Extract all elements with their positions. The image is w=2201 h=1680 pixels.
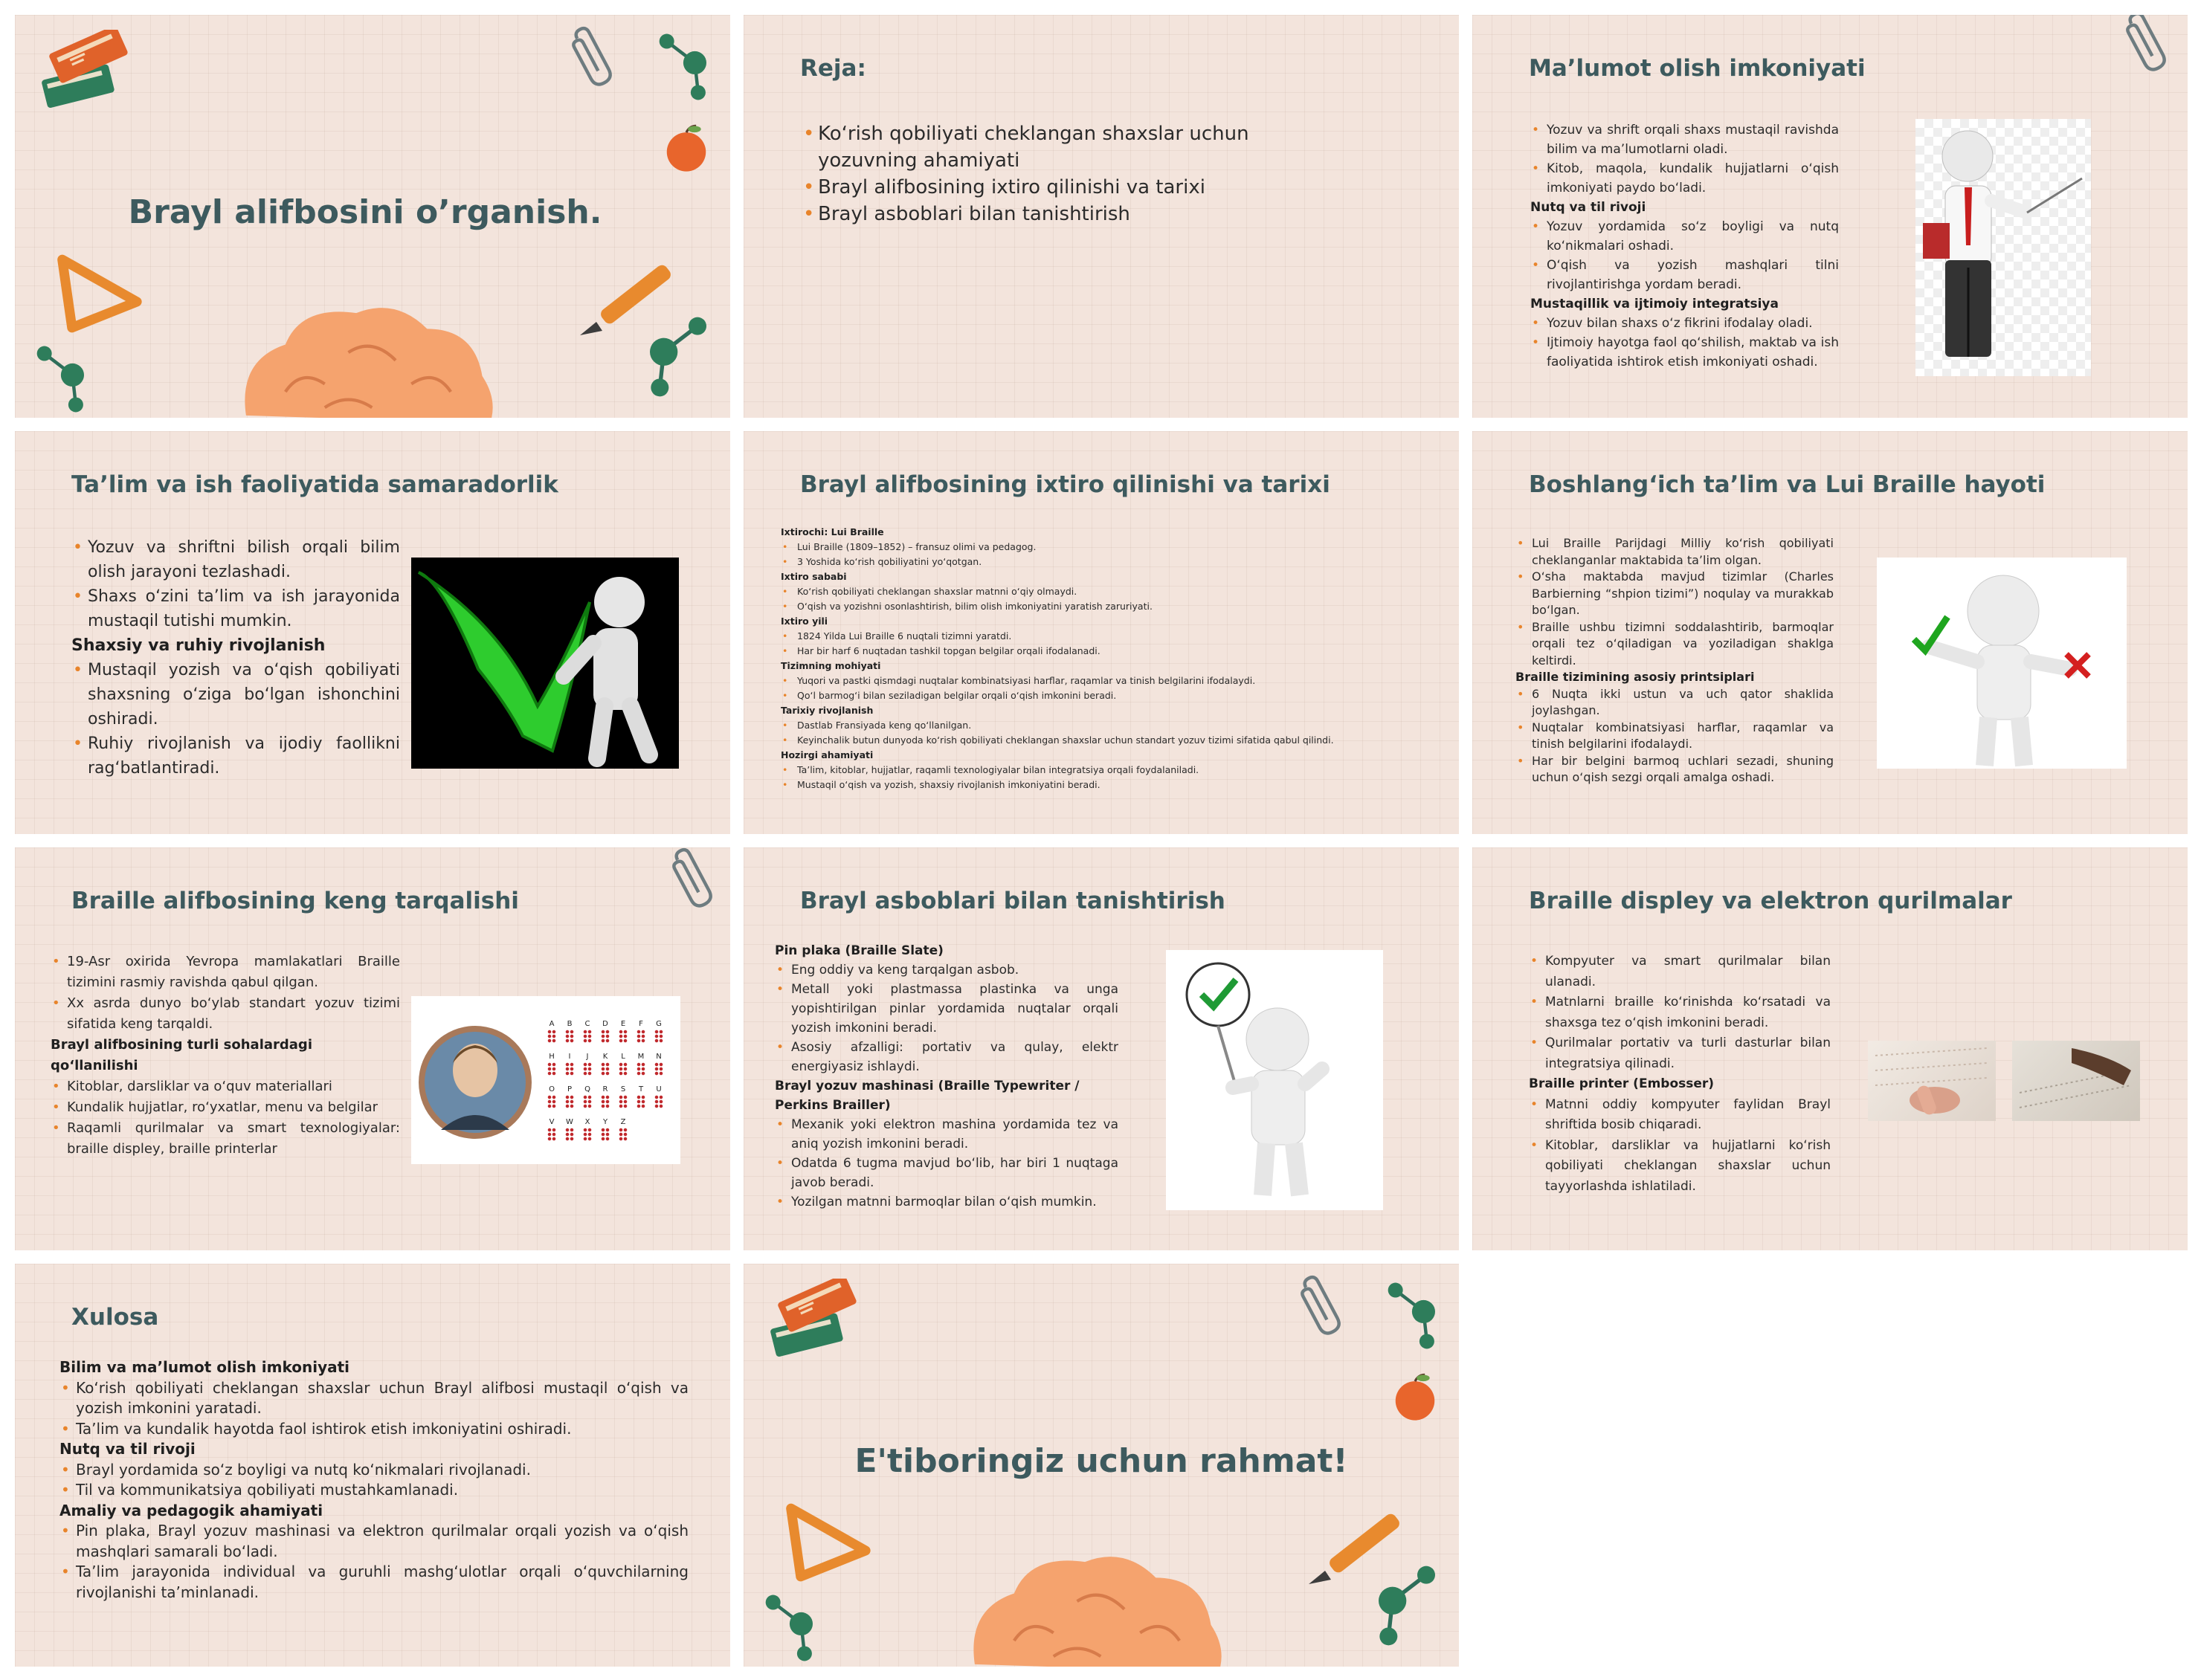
braille-letter-cell [579,1053,596,1076]
molecule-icon [639,312,714,401]
braille-dots [565,1128,574,1141]
braille-alphabet-image [411,996,680,1164]
braille-reading-photo-2 [2012,1041,2140,1121]
list-item: • Har bir harf 6 nuqtadan tashkil topgan belgilar orqali ifodalanadi. [781,644,1435,659]
braille-dots [619,1062,628,1076]
braille-letter-label: P [567,1085,573,1093]
braille-letter-cell [651,1085,667,1108]
section-heading: Hozirgi ahamiyati [781,749,874,760]
slide-title: Brayl asboblari bilan tanishtirish [800,888,1225,914]
section-heading: Nutq va til rivoji [59,1440,196,1458]
braille-letter-cell [579,1085,596,1108]
braille-dots [547,1095,556,1108]
braille-letter-label: R [602,1085,608,1093]
list-item: • Yozuv bilan shaxs o‘z fikrini ifodalay oladi. [1530,314,1839,333]
braille-letter-cell [633,1053,649,1076]
list-item: • Kitob, maqola, kundalik hujjatlarni o‘qish imkoniyati paydo bo‘ladi. [1530,159,1839,198]
slide-2[interactable] [744,15,1459,418]
braille-letter-cell [597,1118,613,1141]
braille-letter-label: D [602,1020,608,1028]
slide-4[interactable] [15,431,730,834]
braille-dots [547,1030,556,1043]
braille-dots [583,1095,592,1108]
thumbs-up-figure-image [1166,950,1383,1210]
list-item: • 1824 Yilda Lui Braille 6 nuqtali tizimni yaratdi. [781,629,1435,644]
braille-letter-cell [615,1053,631,1076]
braille-dots [637,1062,645,1076]
content-text [1529,952,1831,1197]
list-item: • Qurilmalar portativ va turli dasturlar bilan integratsiya qilinadi. [1529,1033,1831,1074]
slide-8[interactable] [744,847,1459,1250]
slide-title: E'tiboringiz uchun rahmat! [854,1442,1348,1480]
list-item: • Dastlab Fransiyada keng qo‘llanilgan. [781,718,1435,733]
braille-dots [654,1030,663,1043]
braille-letter-label: C [584,1020,590,1028]
braille-letter-label: M [637,1053,645,1061]
braille-letter-cell [615,1020,631,1043]
braille-dots [637,1095,645,1108]
braille-letter-label: O [549,1085,555,1093]
braille-dots [654,1062,663,1076]
braille-dots [565,1062,574,1076]
braille-dots [583,1062,592,1076]
braille-letter-cell [544,1118,560,1141]
molecule-icon [757,1591,824,1665]
slide-title: Brayl alifbosining ixtiro qilinishi va tarixi [800,471,1330,498]
braille-letter-label: A [549,1020,555,1028]
braille-letter-cell [544,1085,560,1108]
list-item: • Pin plaka, Brayl yozuv mashinasi va elektron qurilmalar orqali yozish va o‘qish mashqlari samarali bo‘ladi. [59,1521,689,1562]
molecule-icon [1383,1279,1443,1353]
agenda-item: • Brayl alifbosining ixtiro qilinishi va tarixi [802,174,1344,201]
list-item: • Til va kommunikatsiya qobiliyati mustahkamlanadi. [59,1480,689,1501]
braille-letter-cell [561,1053,578,1076]
braille-letter-label: F [639,1020,643,1028]
section-heading: Tizimning mohiyati [781,660,881,671]
braille-letter-label: H [549,1053,555,1061]
braille-dots [619,1128,628,1141]
list-item: • Har bir belgini barmoq uchlari sezadi, shuning uchun o‘qish sezgi orqali amalga oshadi. [1515,753,1834,786]
braille-letter-label: S [620,1085,626,1093]
section-heading: Nutq va til rivoji [1530,200,1646,215]
braille-letter-cell [597,1053,613,1076]
braille-dots [601,1062,610,1076]
slide-10[interactable] [15,1264,730,1667]
list-item: • Ko‘rish qobiliyati cheklangan shaxslar matnni o‘qiy olmaydi. [781,584,1435,599]
braille-letter-label: G [656,1020,662,1028]
slide-5[interactable] [744,431,1459,834]
list-item: • Yozuv va shriftni bilish orqali bilim olish jarayoni tezlashadi. [71,535,400,584]
braille-dots [601,1095,610,1108]
list-item: • Asosiy afzalligi: portativ va qulay, elektr energiyasiz ishlaydi. [775,1038,1118,1076]
agenda-list [802,120,1344,227]
content-text [1530,120,1839,372]
section-heading: Bilim va ma’lumot olish imkoniyati [59,1358,350,1376]
list-item: • Keyinchalik butun dunyoda ko‘rish qobiliyati cheklangan shaxslar uchun standart yozuv tizimi sifatida qabul qilindi. [781,733,1435,748]
list-item: • O‘sha maktabda mavjud tizimlar (Charles Barbierning “shpion tizimi”) noqulay va murakkab bo‘lgan. [1515,569,1834,619]
braille-letter-cell [561,1118,578,1141]
content-text [781,525,1435,792]
teacher-figure-image [1915,119,2091,376]
list-item: • Nuqtalar kombinatsiyasi harflar, raqamlar va tinish belgilarini ifodalaydi. [1515,720,1834,753]
content-text [51,952,400,1160]
section-heading: Brayl yozuv mashinasi (Braille Typewriter / Perkins Brailler) [775,1079,1080,1113]
list-item: • Xx asrda dunyo bo‘ylab standart yozuv tizimi sifatida keng tarqaldi. [51,993,400,1035]
list-item: • Yozilgan matnni barmoqlar bilan o‘qish mumkin. [775,1192,1118,1212]
braille-letter-cell [633,1020,649,1043]
braille-reading-photo-1 [1868,1041,1996,1121]
braille-dots [583,1128,592,1141]
braille-letter-cell [597,1020,613,1043]
content-text [1515,535,1834,786]
braille-dots [619,1030,628,1043]
list-item: • Metall yoki plastmassa plastinka va unga yopishtirilgan pinlar yordamida nuqtalar orqali yozish imkonini beradi. [775,980,1118,1038]
list-item: • Mexanik yoki elektron mashina yordamida tez va aniq yozish imkonini beradi. [775,1115,1118,1154]
list-item: • 6 Nuqta ikki ustun va uch qator shaklida joylashgan. [1515,686,1834,720]
brain-illustration [956,1546,1238,1667]
list-item: • Lui Braille (1809–1852) – fransuz olimi va pedagog. [781,540,1435,555]
braille-dots [637,1030,645,1043]
molecule-icon [654,30,714,104]
braille-letter-cell [579,1020,596,1043]
slide-title: Braille displey va elektron qurilmalar [1529,888,2012,914]
list-item: • Ijtimoiy hayotga faol qo‘shilish, maktab va ish faoliyatida ishtirok etish imkoniyati oshadi. [1530,333,1839,372]
braille-letter-cell [544,1053,560,1076]
list-item: • Braille ushbu tizimni soddalashtirib, barmoqlar orqali tez o‘qiladigan va yoziladigan shaklga keltirdi. [1515,619,1834,670]
braille-dots [565,1030,574,1043]
slide-6[interactable] [1472,431,2188,834]
braille-letter-label: T [638,1085,644,1093]
braille-letter-cell [579,1118,596,1141]
content-text [775,941,1118,1212]
slide-title: Boshlang‘ich ta’lim va Lui Braille hayoti [1529,471,2046,498]
slide-11[interactable] [744,1264,1459,1667]
paperclip-icon [669,847,714,914]
section-heading: Ixtiro sababi [781,571,847,582]
section-heading: Amaliy va pedagogik ahamiyati [59,1501,323,1519]
apple-icon [662,123,711,175]
list-item: • Eng oddiy va keng tarqalgan asbob. [775,960,1118,980]
list-item: • Yozuv yordamida so‘z boyligi va nutq ko‘nikmalari oshadi. [1530,217,1839,256]
braille-dots [619,1095,628,1108]
molecule-icon [1368,1561,1443,1650]
braille-letter-label: X [584,1118,590,1126]
books-icon [766,1279,870,1368]
section-heading: Mustaqillik va ijtimoiy integratsiya [1530,297,1779,311]
paperclip-icon [2123,15,2168,78]
slide-7[interactable] [15,847,730,1250]
braille-letter-label: E [620,1020,626,1028]
list-item: • Kompyuter va smart qurilmalar bilan ulanadi. [1529,952,1831,992]
list-item: • O‘qish va yozishni osonlashtirish, bilim olish imkoniyatini yaratish zaruriyati. [781,599,1435,614]
braille-letter-label: B [567,1020,573,1028]
list-item: • Kitoblar, darsliklar va hujjatlarni ko‘rish qobiliyati cheklangan shaxslar uchun tayyorlashda ishlatiladi. [1529,1136,1831,1198]
content-text [71,535,400,781]
slide-3[interactable] [1472,15,2188,418]
braille-letter-label: U [656,1085,662,1093]
braille-letter-label: L [621,1053,625,1061]
braille-dots [547,1128,556,1141]
braille-letter-cell [615,1085,631,1108]
braille-letter-label: I [568,1053,571,1061]
list-item: • Raqamli qurilmalar va smart texnologiyalar: braille displey, braille printerlar [51,1118,400,1160]
slide-9[interactable] [1472,847,2188,1250]
braille-letter-label: N [656,1053,662,1061]
list-item: • Ruhiy rivojlanish va ijodiy faollikni rag‘batlantiradi. [71,731,400,781]
braille-letter-label: W [566,1118,573,1126]
checkmark-figure-image [411,558,679,769]
list-item: • 19-Asr oxirida Yevropa mamlakatlari Braille tizimini rasmiy ravishda qabul qilgan. [51,952,400,993]
list-item: • Matnni oddiy kompyuter faylidan Brayl shriftida bosib chiqaradi. [1529,1095,1831,1136]
braille-letter-label: V [549,1118,555,1126]
braille-letter-cell [561,1085,578,1108]
braille-letter-label: J [586,1053,589,1061]
molecule-icon [28,342,95,416]
braille-letter-label: Q [584,1085,590,1093]
section-heading: Pin plaka (Braille Slate) [775,943,944,958]
list-item: • 3 Yoshida ko‘rish qobiliyatini yo‘qotgan. [781,555,1435,569]
list-item: • Ko‘rish qobiliyati cheklangan shaxslar uchun Brayl alifbosi mustaqil o‘qish va yozish imkonini yaratadi. [59,1378,689,1419]
braille-dots [583,1030,592,1043]
list-item: • Lui Braille Parijdagi Milliy ko‘rish qobiliyati cheklanganlar maktabida ta’lim olgan. [1515,535,1834,569]
list-item: • Ta’lim va kundalik hayotda faol ishtirok etish imkoniyatini oshiradi. [59,1419,689,1440]
section-heading: Braille printer (Embosser) [1529,1076,1715,1091]
section-heading: Tarixiy rivojlanish [781,705,874,716]
slide-title: Brayl alifbosini o’rganish. [128,193,602,231]
list-item: • Yuqori va pastki qismdagi nuqtalar kombinatsiyasi harflar, raqamlar va tinish belgilarini ifodalaydi. [781,673,1435,688]
brain-illustration [227,297,509,418]
list-item: • O‘qish va yozish mashqlari tilni rivojlantirishga yordam beradi. [1530,256,1839,294]
list-item: • Mustaqil yozish va o‘qish qobiliyati shaxsning o‘ziga bo‘lgan ishonchini oshiradi. [71,658,400,731]
slide-title: Ta’lim va ish faoliyatida samaradorlik [71,471,558,498]
list-item: • Ta’lim jarayonida individual va guruhli mashg‘ulotlar orqali o‘quvchilarning rivojlanishi ta’minlanadi. [59,1562,689,1603]
list-item: • Matnlarni braille ko‘rinishda ko‘rsatadi va shaxsga tez o‘qish imkonini beradi. [1529,992,1831,1033]
slide-title: Xulosa [71,1304,159,1331]
list-item: • Brayl yordamida so‘z boyligi va nutq ko‘nikmalari rivojlanadi. [59,1460,689,1481]
triangle-ruler-icon [784,1502,874,1583]
section-heading: Ixtiro yili [781,616,828,627]
list-item: • Qo‘l barmog‘i bilan seziladigan belgilar orqali o‘qish imkonini beradi. [781,688,1435,703]
braille-dots [601,1128,610,1141]
braille-letter-cell [597,1085,613,1108]
paperclip-icon [569,26,613,93]
slide-title: Ma’lumot olish imkoniyati [1529,55,1866,82]
list-item: • Shaxs o‘zini ta’lim va ish jarayonida mustaqil tutishi mumkin. [71,584,400,633]
braille-letter-cell [544,1020,560,1043]
braille-letter-cell [633,1085,649,1108]
braille-dots [565,1095,574,1108]
list-item: • Yozuv va shrift orqali shaxs mustaqil ravishda bilim va ma’lumotlarni oladi. [1530,120,1839,159]
books-icon [37,30,141,119]
agenda-item: • Ko‘rish qobiliyati cheklangan shaxslar uchun yozuvning ahamiyati [802,120,1344,174]
agenda-item: • Brayl asboblari bilan tanishtirish [802,201,1344,227]
slide-1[interactable] [15,15,730,418]
braille-letter-label: Y [602,1118,608,1126]
list-item: • Kundalik hujjatlar, ro‘yxatlar, menu va belgilar [51,1097,400,1118]
slide-title: Braille alifbosining keng tarqalishi [71,888,519,914]
slide-title: Reja: [800,55,866,82]
content-text [59,1357,689,1603]
braille-letter-cell [615,1118,631,1141]
section-heading: Shaxsiy va ruhiy rivojlanish [71,636,326,655]
braille-dots [547,1062,556,1076]
check-cross-figure-image [1877,558,2127,769]
braille-dots [601,1030,610,1043]
triangle-ruler-icon [56,253,145,335]
paperclip-icon [1298,1275,1342,1342]
braille-letter-cell [651,1053,667,1076]
braille-letter-cell [651,1020,667,1043]
braille-letter-cell [561,1020,578,1043]
braille-letter-label: Z [620,1118,626,1126]
braille-dots [654,1095,663,1108]
list-item: • Odatda 6 tugma mavjud bo‘lib, har biri 1 nuqtaga javob beradi. [775,1154,1118,1192]
braille-letter-label: K [602,1053,608,1061]
section-heading: Brayl alifbosining turli sohalardagi qo‘llanilishi [51,1037,312,1073]
list-item: • Ta’lim, kitoblar, hujjatlar, raqamli texnologiyalar bilan integratsiya orqali foydalaniladi. [781,763,1435,778]
list-item: • Kitoblar, darsliklar va o‘quv materiallari [51,1076,400,1097]
section-heading: Braille tizimining asosiy printsiplari [1515,670,1755,684]
section-heading: Ixtirochi: Lui Braille [781,526,884,537]
list-item: • Mustaqil o‘qish va yozish, shaxsiy rivojlanish imkoniyatini beradi. [781,778,1435,792]
apple-icon [1390,1372,1440,1424]
